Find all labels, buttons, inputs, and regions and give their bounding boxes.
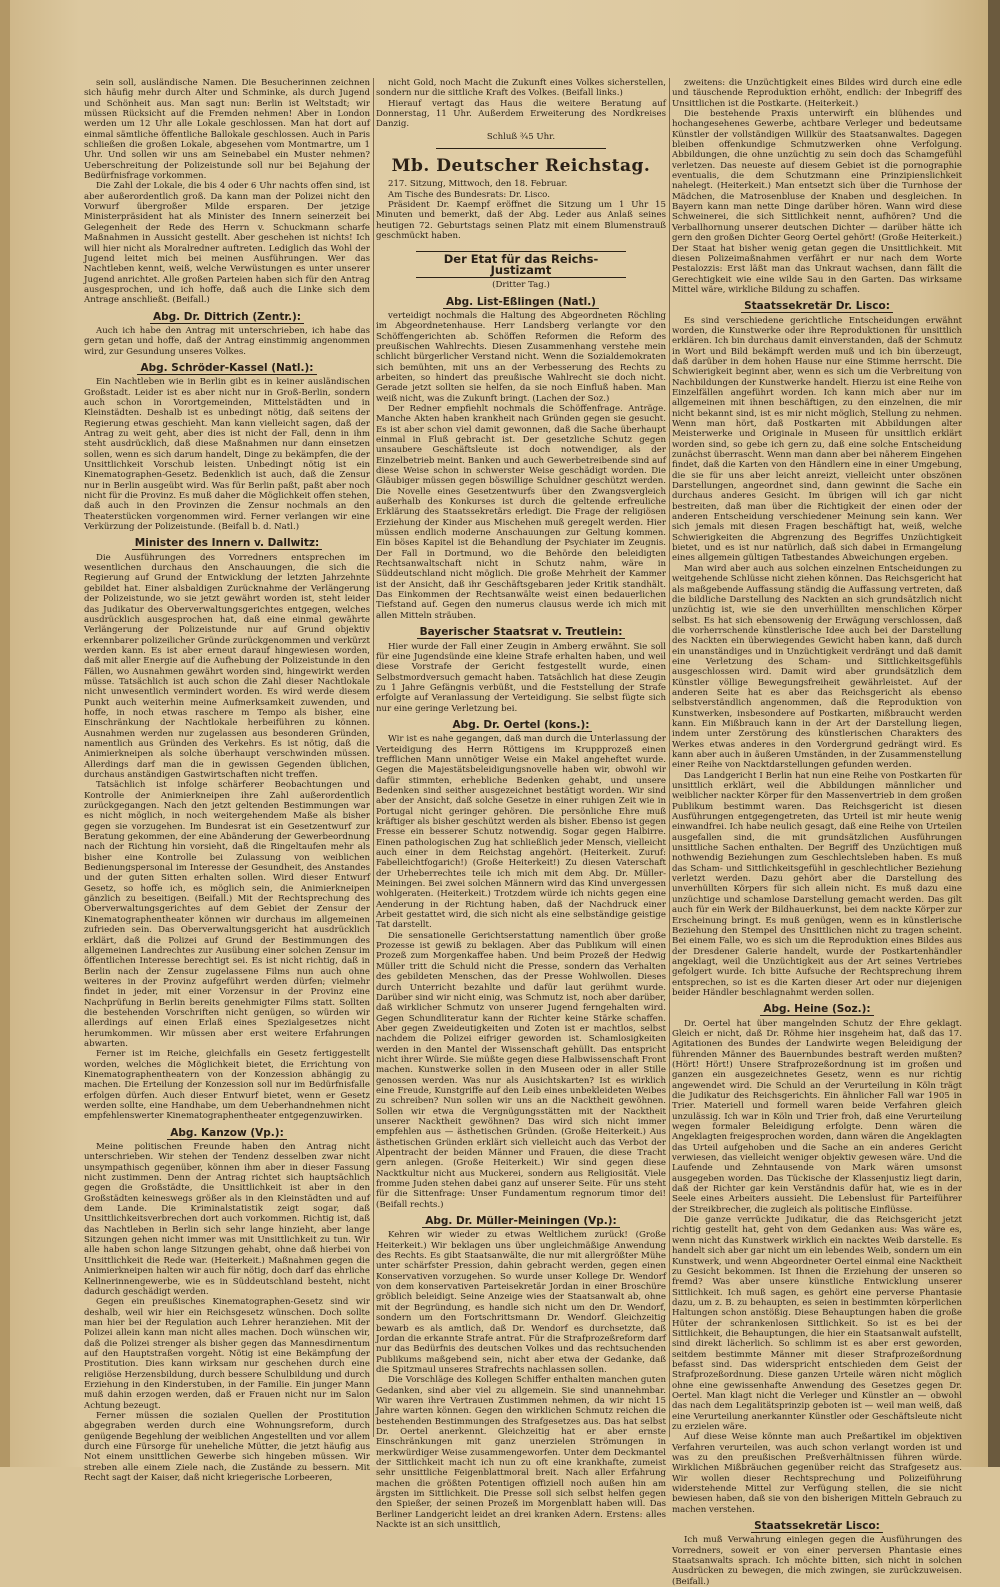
paragraph: Ferner müssen die sozialen Quellen der Prostitution abgegraben werden durch eine Wohnungsreform, durch genügende Begehlung der weiblichen Angestellten und vor allem durch eine Fürsorge für uneheliche Mütter, die jetzt häufig aus Not einem unsittlichen Gewerbe sich hingeben müssen. Wir streben alle einem Ziele nach, die Zustände zu bessern. Mit Recht sagt der Kaiser, daß nicht kriegerische Lorbeeren, [84, 1410, 370, 1484]
paragraph: Es sind verschiedene gerichtliche Entscheidungen erwähnt worden, die Kunstwerke oder ihre Reproduktionen für unsittlich erklären. Ich bin durchaus damit einverstanden, daß der Schmutz in Wort und Bild bekämpft werden muß und ich bin überzeugt, daß darüber in dem hohen Hause nur eine Stimme herrscht. Die Schwierigkeit beginnt aber, wenn es sich um die Verbreitung von Nachbildungen der Kunstwerke handelt. Hierzu ist eine Reihe von Einzelfällen angeführt worden. Ich kann mich aber nur im allgemeinen mit ihnen beschäftigen, zu den einzelnen, die mir nicht bekannt sind, ist es mir nicht möglich, Stellung zu nehmen. Wenn man hört, daß Postkarten mit Abbildungen alter Meisterwerke und Originale in Museen für unsittlich erklärt worden sind, so gebe ich gern zu, daß eine solche Entscheidung zunächst überrascht. Wenn man dann aber bei näherem Eingehen findet, daß die Karten von den Händlern eine in einer Umgebung, die sie für uns aber leicht anreizt, vielleicht unter obszönen Darstellungen, angeordnet sind, dann gewinnt die Sache ein durchaus anderes Gesicht. Im übrigen will ich gar nicht bestreiten, daß man über die Richtigkeit der einen oder der anderen Entscheidung verschiedener Meinung sein kann. Wer sich jemals mit diesen Fragen beschäftigt hat, weiß, welche Schwierigkeiten die Abgrenzung des Begriffes Unzüchtigkeit bietet, und es ist nur natürlich, daß sich dabei in Ermangelung eines allgemein gültigen Tatbestandes Abweichungen ergeben. [672, 315, 963, 564]
paragraph: Präsident Dr. Kaempf eröffnet die Sitzung um 1 Uhr 15 Minuten und bemerkt, daß der Abg. Leder aus Anlaß seines heutigen 72. Geburtstags seinen Platz mit einem Blumenstrauß geschmückt haben. [376, 200, 666, 242]
speaker-heading: Bayerischer Staatsrat v. Treutlein: [376, 627, 666, 637]
paragraph: Dr. Oertel hat über mangelnden Schutz der Ehre geklagt. Gleich er nicht, daß Dr. Röhme hier insgeheim hat, daß das 17. Agitationen des Bundes der Landwirte wegen Beleidigung der führenden Männer des Bauernbundes bestraft werden mußten? (Hört! Hört!) Unsere Strafprozeßordnung ist im großen und ganzen ein ausgezeichnetes Gesetz, wenn es nur richtig angewendet wird. Die Schuld an der Verurteilung in Köln trägt die Judikatur des Reichsgerichts. Ein ähnlicher Fall war 1905 in Trier. Materiell und formell waren beide Verfahren gleich unzulässig. Ich war in Köln und Trier froh, daß eine Verurteilung wegen formaler Beleidigung erfolgte. Denn wären die Angeklagten freigesprochen worden, dann wären die Angeklagten das Urteil aufgehoben und die Sache an ein anderes Gericht verwiesen, das vielleicht weniger objektiv gewesen wäre. Und die Laufende und Zehntausende von Mark wären umsonst ausgegeben worden. Das Tückische der Klassenjustiz liegt darin, daß der Richter gar kein Verständnis dafür hat, wie es in der Seele eines Arbeiters aussieht. Die Lebenslust für Parteiführer der Streikbrecher, die zugleich als politische Einflüsse. [672, 1018, 962, 1215]
session-line: 217. Sitzung, Mittwoch, den 18. Februar. [388, 179, 568, 190]
paragraph: Die sensationelle Gerichtserstattung namentlich über große Prozesse ist gewiß zu beklagen. Aber das Publikum will einen Prozeß zum Morgenkaffee haben. Und beim Prozeß der Hedwig Müller tritt die Schuld nicht die Presse, sondern das Verhalten des gebildeten Menschen, das der Presse Wohlwollen. Dieses durch Unterricht bezahlte und dafür laut gerühmt wurde. Darüber sind wir nicht einig, was Schmutz ist, noch aber darüber, daß wirklicher Schmutz von unserer Jugend ferngehalten wird. Gegen Schundliteratur kann der Richter keine Stärke schaffen. Aber gegen Zweideutigkeiten und Zoten ist er machtlos, selbst nachdem die Polizei eifriger geworden ist. Schamlosigkeiten werden in den Mantel der Wissenschaft gehüllt. Das entspricht nicht ihrer Würde. Sie müßte gegen diese Halbwissenschaft Front machen. Kunstwerke sollen in den Museen oder in aller Stille genossen werden. Was nur als Ausichtskarten? Ist es wirklich eine Freude, Kunstgriffe auf den Leib eines unbekleideten Weibes zu schreiben? Nun sollen wir uns an die Nacktheit gewöhnen. Sollen wir etwa die Vergnügungsstätten mit der Nacktheit unserer Nacktheit gewöhnen? Das wird sich nicht immer empfehlen aus — ästhetischen Gründen. (Große Heiterkeit.) Aus ästhetischen Gründen erklärt sich vielleicht auch das Verbot der Alpentracht der beiden Männer und Frauen, die diese Tracht gern anlegen. (Große Heiterkeit.) Wir sind gegen diese Nacktkultur nicht aus Muckerei, sondern aus Religiosität. Viele fromme Juden stehen dabei ganz auf unserer Seite. Für uns steht für die Sittenfrage: Unser Fundamentum regnorum timor dei! (Beifall rechts.) [376, 930, 666, 1210]
divider [436, 148, 606, 149]
paragraph: Gegen ein preußisches Kinematographen-Gesetz sind wir deshalb, weil wir hier ein Reichsgesetz wünschen. Doch sollte man hier bei der Regulation auch Lehrer heranziehen. Mit der Polizei allein kann man nicht alles machen. Doch wünschen wir, daß die Polizei strenger als bisher gegen das Mannesdirnentum auf den Hauptstraßen vorgeht. Nötig ist eine Bekämpfung der Prostitution. Dies kann wirksam nur geschehen durch eine religiöse Herzensbildung, durch bessere Schulbildung und durch Erziehung in den Kinderstuben, in der Familie. Ein junger Mann muß dahin erzogen werden, daß er Frauen nicht nur im Salon Achtung bezeugt. [84, 1297, 370, 1411]
speaker-heading: Staatssekretär Dr. Lisco: [672, 301, 962, 311]
paragraph: Hierauf vertagt das Haus die weitere Beratung auf Donnerstag, 11 Uhr. Außerdem Erweiterung des Nordkreises Danzig. [376, 98, 666, 130]
paragraph: Auf diese Weise könnte man auch Preßartikel im objektiven Verfahren verurteilen, was auch schon verlangt worden ist und was zu den preußischen Preßverhältnissen führen würde. Wirklichen Mißbräuchen gegenüber reicht das Strafgesetz aus. Wir wollen dieser Rechtsprechung und Polizeiführung widerstehende Mittel zur Verfügung stellen, die sie nicht bewiesen haben, daß sie von den bisherigen Mitteln Gebrauch zu machen verstehen. [672, 1432, 962, 1515]
speaker-heading: Abg. Heine (Soz.): [672, 1004, 962, 1014]
paragraph: Die Vorschläge des Kollegen Schiffer enthalten manchen guten Gedanken, sind aber viel zu allgemein. Sie sind unannehmbar. Wir waren ihre Vertrauen Zustimmen nehmen, da wir nicht 15 Jahre warten können. Gegen den wirklichen Schmutz reichen die bestehenden Bestimmungen des Strafgesetzes aus. Das hat selbst Dr. Oertel anerkennt. Gleichzeitig hat er aber ernste Einschränkungen mit ganz unerzielen Strömungen in merkwürdiger Weise zusammengeworfen. Unter dem Deckmantel der Sittlichkeit macht ich nun zu oft eine krankhafte, zumeist sehr unsittliche Feigenblattmoral breit. Nach aller Erfahrung machen die größten Potentigen offiziell noch außen hin am ärgsten im Sittlichkeit. Die Presse soll sich selbst helfen gegen den Spießer, der seinen Prozeß im Morgenblatt haben will. Das Berliner Landgericht leidet an drei kranken Adern. Erstens: alles Nackte ist an sich unsittlich, [376, 1375, 666, 1531]
paragraph: Am Tische des Bundesrats: Dr. Lisco. [388, 189, 550, 200]
binding-edge [0, 0, 10, 1467]
paragraph: Das Landgericht I Berlin hat nun eine Reihe von Postkarten für unsittlich erklärt, weil die Abbildungen männlicher und weiblicher nackter Körper für den Massenvertrieb in dem großen Publikum bestimmt waren. Das Reichsgericht ist diesen Ausführungen entgegengetreten, das Urteil ist mir heute wenig einwandfrei. Ich habe neulich gesagt, daß eine Reihe von Urteilen ausgefallen sind, die mit grundsätzlichen Ausführungen unsittliche Sachen enthalten. Der Begriff des Unzüchtigen muß nothwendig Beziehungen zum Geschlechtsleben haben. Es muß das Scham- und Sittlichkeitsgefühl in geschlechtlicher Beziehung verletzt werden. Dazu gehört aber die Darstellung des unverhüllten Körpers für sich allein nicht. Es muß dazu eine unzüchtige und schamlose Darstellung gemacht werden. Das gilt auch für ein Werk der Bildhauerkunst, bei dem nackte Körper zur Erscheinung bringt. Es muß genügen, wenn es in künstlerische Beziehung den Stempel des Unsittlichen nicht zu tragen scheint. Bei einem Falle, wo es sich um die Reproduktion eines Bildes aus der Dresdener Galerie handelt, wurde der Postkartenhändler angeklagt, weil die Unzüchtigkeit aus der Art seines Vertriebes gefolgert wurde. Ich bitte Aufsuche der Rechtsprechung ihrem entsprechen, so ist es die Karten dieser Art oder nur diejenigen beider Händler beschlagnahmt werden sollen. [672, 770, 962, 998]
speaker-heading: Abg. Dr. Oertel (kons.): [376, 720, 666, 730]
speaker-heading: Abg. Schröder-Kassel (Natl.): [84, 363, 370, 373]
paragraph: Wir ist es nahe gegangen, daß man durch die Unterlassung der Verteidigung des Herrn Röttigens im Kruppprozeß einen trefflichen Mann unnötiger Weise ein Makel angeheftet wurde. Gegen die Majestätsbeleidigungsnovelle haben wir, obwohl wir dafür stimmten, erhebliche Bedenken gehabt, und unsere Bedenken sind seither ausgezeichnet bestätigt worden. Wir sind aber der Ansicht, daß solche Gesetze in einer ruhigen Zeit wie in Portugal nicht geringer gehören. Die persönliche Ehre muß kräftiger als bisher geschützt werden als bisher. Ebenso ist gegen Fresse ein besserer Schutz notwendig. Sogar gegen Halbirre. Einen pathologischen Zug hat schließlich jeder Mensch, vielleicht auch einer in dem Reichstag angehört. (Heiterkeit. Zuruf: Fabelleichtfogarich!) (Große Heiterkeit!) Zu diesen Vaterschaft der Urheberrechtes teile ich mich mit dem Abg. Dr. Müller-Meiningen. Bei zwei solchen Männern wird das Kind unvergessen wohlgeraten. (Heiterkeit.) Trotzdem würde ich nichts gegen eine Aenderung in der Richtung haben, daß der Nachdruck einer Arbeit gestattet wird, die sich nicht als eine selbständige geistige Tat darstellt. [376, 734, 666, 931]
speaker-heading: Abg. Kanzow (Vp.): [84, 1128, 370, 1138]
speaker-heading: Staatssekretär Lisco: [672, 1521, 962, 1531]
paragraph: Die ganze verrückte Judikatur, die das Reichsgericht jetzt richtig gestellt hat, geht von dem Gedanken aus: Was wäre es, wenn nicht das Kunstwerk wirklich ein nacktes Weib darstelle. Es handelt sich aber gar nicht um ein lebendes Weib, sondern um ein Kunstwerk, und wenn Abgeordneter Oertel einmal eine Nacktheit zu Gesicht bekommen. Ist Ihnen die Erziehung der unseren so fremd? Was aber unsere künstliche Entwicklung unserer Sittlichkeit. Ich muß sagen, es gehört eine perverse Phantasie dazu, um z. B. zu behaupten, es seien in bestimmten körperlichen Haltungen schon anstößig. Diese Behauptungen haben die große Hüter der schrankenlosen Sittlichkeit. So ist es bei der Sittlichkeit, die Behauptungen, die hier ein Staatsanwalt aufstellt, sind direkt lächerlich. So schlimm ist es aber erst geworden, seitdem bestimmte Männer mit dieser Strafprozeßordnung befasst sind. Das widerspricht entschieden dem Geist der Strafprozeßordnung. Diese ganzen Urteile wären nicht möglich ohne eine gewissenhafte Anwendung des Gesetzes gegen Dr. Oertel. Man klagt nicht die Verleger und Künstler an — obwohl das nach dem Legalitätsprinzip geboten ist — weil man weiß, daß eine Verurteilung anerkannter Künstler oder Geschäftsleute nicht zu erzielen wäre. [672, 1215, 962, 1432]
paragraph: zweitens: die Unzüchtigkeit eines Bildes wird durch eine edle und täuschende Reproduktion erhöht, endlich: der Inbegriff des Unsittlichen ist die Postkarte. (Heiterkeit.) [672, 78, 962, 109]
paragraph: Die bestehende Praxis unterwirft ein blühendes und hochangesehenes Gewerbe, achtbare Verleger und bedeutsame Künstler der vollständigen Willkür des Staatsanwaltes. Dagegen bleiben offenkundige Schmutzwerken ohne Verfolgung. Abbildungen, die ohne unzüchtig zu sein doch das Schamgefühl verletzen. Das neueste auf diesem Gebiet ist die pornographie eventualis, die dem Schutzmann eine Prinzipienslichkeit nahelegt. (Heiterkeit.) Man entsetzt sich über die Turnhose der Mädchen, die Matrosenbluse der Knaben und desgleichen. In Bayern kann man nette Dinge darüber hören. Wann wird diese Schweinerei, die sich Sittlichkeit nennt, aufhören? Und die Verballhornung unserer deutschen Dichter — darüber hätte ich gern den großen Dichter Georg Oertel gehört! (Große Heiterkeit.) Der Staat hat bisher wenig getan gegen die Unsittlichkeit. Mit diesen Polizeimaßnahmen verfährt er nur nach dem Worte Pestalozzis: Erst läßt man das Unkraut wachsen, dann fällt die Gerechtigkeit wie eine wilde Sau in den Garten. Das wirksame Mittel wäre, wirkliche Bildung zu schaffen. [672, 109, 962, 295]
article-title: Mb. Deutscher Reichstag. [391, 156, 651, 177]
paragraph: verteidigt nochmals die Haltung des Abgeordneten Röchling im Abgeordnetenhause. Herr Landsberg verlangte vor den Schöffengerichten ab. Schöffen Reformen die Reform des preußischen Wahlrechts. Diesen Zusammenhang verstehe mein schlicht bürgerlicher Verstand nicht. Wenn die Sozialdemokraten sich bemühten, mit uns an der Verbesserung des Rechts zu arbeiten, so hindert das preußische Wahlrecht sie doch nicht. Gerade jetzt sollten sie helfen, da sie noch Einfluß haben. Man weiß nicht, was die Zukunft bringt. (Lachen der Soz.) [376, 310, 666, 404]
speaker-heading: Abg. Dr. Müller-Meiningen (Vp.): [376, 1216, 666, 1226]
paragraph: nicht Gold, noch Macht die Zukunft eines Volkes sicherstellen, sondern nur die sittliche Kraft des Volkes. (Beifall links.) [376, 78, 666, 99]
speaker-heading: Minister des Innern v. Dallwitz: [84, 538, 370, 548]
paragraph: Die Ausführungen des Vorredners entsprechen im wesentlichen durchaus den Anschauungen, die sich die Regierung auf Grund der Entwicklung der letzten Jahrzehnte gebildet hat. Einer alsbaldigen Zurücknahme der Verlängerung der Polizeistunde, wo sie jetzt gewährt worden ist, steht leider das Judikatur des Oberverwaltungsgerichtes entgegen, welches ausdrücklich ausgesprochen hat, daß eine einmal gewährte Verlängerung der Polizeistunde nur auf Grund objektiv erkennbarer polizeilicher Gründe zurückgenommen und verkürzt werden kann. Es ist aber erneut darauf hingewiesen worden, daß mit aller Energie auf die Aufhebung der Polizeistunde in den Fällen, wo Ausnahmen gewährt worden sind, hingewirkt werden müsse. Tatsächlich ist auch schon die Zahl dieser Nachtlokale nicht unwesentlich vermindert worden. Es wird werde diesem Punkt auch weiterhin meine Aufmerksamkeit zuwenden, und hoffe, in noch etwas raschere m Tempo als bisher, eine Einschränkung der Nachtlokale herbeiführen zu können. Ausnahmen werden nur zugelassen aus besonderen Gründen, namentlich aus Gründen des Verkehrs. Es ist nötig, daß die Animierkneipen als solche überhaupt verschwinden müssen. Allerdings darf man die in gewissen Gegenden üblichen, durchaus anständigen Gastwirtschaften nicht treffen. [84, 552, 370, 780]
paragraph: Tatsächlich ist infolge schärferer Beobachtungen und Kontrolle der Animierkneipen ihre Zahl außerordentlich zurückgegangen. Nach den jetzt geltenden Bestimmungen war es nicht möglich, in noch weitergehendem Maße als bisher gegen sie vorzugehen. Im Bundesrat ist ein Gesetzentwurf zur Beratung gekommen, der eine Abänderung der Gewerbeordnung nach der Richtung hin vorsieht, daß die Ringeltaufen mehr als bisher eine Kontrolle bei Zulassung von weiblichen Bedienungspersonal im Interesse der Gesundheit, des Anstandes und der guten Sitten erhalten sollen. Wird dieser Entwurf Gesetz, so hoffe ich, es möglich sein, die Animierkneipen gänzlich zu beseitigen. (Beifall.) Mit der Rechtsprechung des Oberverwaltungsgerichtes auf dem Gebiet der Zensur der Kinematographentheater können wir durchaus im allgemeinen zufrieden sein. Das Oberverwaltungsgericht hat ausdrücklich erklärt, daß die Polizei auf Grund der Bestimmungen des allgemeinen Landrechtes zur Ausübung einer solchen Zensur im öffentlichen Interesse berechtigt sei. Es ist nicht richtig, daß in Berlin nach der Zensur zugelassene Films nun auch ohne weiteres in der Provinz aufgeführt werden dürfen; vielmehr findet in jeder, mit einer Vorzensur in der Provinz eine Nachprüfung in Berlin bereits genehmigter Films statt. Sollten die bestehenden Vorschriften nicht genügen, so würden wir allerdings auf einen Erlaß eines Spezialgesetzes nicht herumkommen. Wir müssen aber erst weitere Erfahrungen abwarten. [84, 780, 370, 1049]
section-title: Der Etat für das Reichs-Justizamt [416, 251, 626, 278]
column-3 [672, 78, 963, 1587]
paragraph: Die Zahl der Lokale, die bis 4 oder 6 Uhr nachts offen sind, ist aber außerordentlich groß. Da kann man der Polizei nicht den Vorwurf übergroßer Milde ersparen. Der jetzige Ministerpräsident hat als Minister des Innern seinerzeit bei Gelegenheit der Rede des Herrn v. Schuckmann scharfe Maßnahmen in Aussicht gestellt. Aber geschehen ist nichts! Ich will hier nicht als Moralredner auftreten. Lediglich das Wohl der Jugend leitet mich bei meinen Ausführungen. Wer das Nachtleben kennt, weiß, welche Verwüstungen es unter unserer Jugend anrichtet. Alle großen Parteien haben sich für den Antrag ausgesprochen, und ich hoffe, daß auch die Linke sich dem Antrage anschließt. (Beifall.) [84, 181, 370, 306]
column-2 [376, 78, 666, 1531]
paragraph: Man wird aber auch aus solchen einzelnen Entscheidungen zu weitgehende Schlüsse nicht ziehen können. Das Reichsgericht hat als maßgebende Auffassung ständig die Auffassung vertreten, daß die bildliche Darstellung des Nackten an sich grundsätzlich nicht unzüchtig ist, wie sie den unverhüllten menschlichen Körper selbst. Es hat sich ebensowenig der Erwägung verschlossen, daß die vorherrschende künstlerische Idee auch bei der Darstellung des Nackten ein überwiegendes Gewicht haben kann, daß durch ein unanständiges und in Unzüchtigkeit verdrängt und daß damit eine Verletzung des Scham- und Sittlichkeitsgefühls ausgeschlossen wird. Damit wird aber grundsätzlich dem Künstler völlige Bewegungsfreiheit gewährleistet. Auf der anderen Seite hat es aber das Reichsgericht als ebenso selbstverständlich angenommen, daß die Reproduktion von Kunstwerken, insbesondere auf Postkarten, mißbraucht werden kann. Ein Mißbrauch kann in der Art der Darstellung liegen, indem unter Zerstörung des künstlerischen Charakters des Werkes etwas anderes in den Vordergrund gedrängt wird. Es kann aber auch in äußeren Umständen, in der Zusammenstellung einer Reihe von Nacktdarstellungen gefunden werden. [672, 563, 962, 771]
paragraph: Auch ich habe den Antrag mit unterschrieben, ich habe das gern getan und hoffe, daß der Antrag einstimmig angenommen wird, zur Gesundung unseres Volkes. [84, 325, 370, 357]
column-rule [669, 78, 670, 1437]
section-subtitle: (Dritter Tag.) [492, 280, 550, 291]
speaker-heading: Abg. List-Eßlingen (Natl.) [376, 297, 666, 307]
paragraph: sein soll, ausländische Namen. Die Besucherinnen zeichnen sich häufig mehr durch Alter und Schminke, als durch Jugend und Schönheit aus. Man sagt nun: Berlin ist Weltstadt; wir müssen Rücksicht auf die Fremden nehmen! Aber in London werden um 12 Uhr alle Lokale geschlossen. Man hat dort auf einmal sämtliche öffentliche Ballokale geschlossen. Auch in Paris schließen die großen Lokale, abgesehen vom Montmartre, um 1 Uhr. Und sollen wir uns am Seinebabel ein Muster nehmen? Ueberschreitung der Polizeistunde soll nur bei Bejahung der Bedürfnisfrage vorkommen. [84, 78, 370, 182]
speaker-heading: Abg. Dr. Dittrich (Zentr.): [84, 312, 370, 322]
paragraph: Ich muß Verwahrung einlegen gegen die Ausführungen des Vorredners, soweit er von einer perversen Phantasie eines Staatsanwalts sprach. Ich möchte bitten, sich nicht in solchen Ausdrücken zu bewegen, die mich zwingen, sie zurückzuweisen. (Beifall.) [672, 1535, 962, 1587]
column-1 [84, 78, 370, 1484]
paragraph: Ferner ist im Reiche, gleichfalls ein Gesetz fertiggestellt worden, welches die Möglichkeit bietet, die Errichtung von Kinematographentheatern von der Konzession abhängig zu machen. Die Erteilung der Konzession soll nur im Bedürfnisfalle erfolgen dürfen. Auch dieser Entwurf bietet, wenn er Gesetz werden sollte, eine Handhabe, um dem Ueberhandnehmen nicht empfehlenswerter Kinematographentheater entgegenzuwirken. [84, 1049, 370, 1122]
paragraph: Kehren wir wieder zu etwas Weltlichem zurück! (Große Heiterkeit.) Wir beklagen uns über ungleichmäßige Anwendung des Rechts. Es gibt Staatsanwälte, die nur mit allergrößter Mühe unter schärfster Pression, dahin gebracht werden, gegen einen Konservativen vorzugehen. So wurde unser Kollege Dr. Wendorf von dem konservativen Parteisekretär Jordan in einer Broschüre gröblich beleidigt. Seine Anzeige wies der Staatsanwalt ab, ohne mit der Begründung, es handle sich nicht um den Dr. Wendorf, sondern um den Fortschrittsmann Dr. Wendorf. Gleichzeitig bewarb es als amtlich, daß Dr. Wendorf es durchsetzte, daß Jordan die erkannte Strafe antrat. Für die Strafprozeßreform darf nur das Bedürfnis des deutschen Volkes und das rechtsuchenden Publikums maßgebend sein, nicht aber etwa der Gedanke, daß die Spitzmaul unseres Strafrechts nachlassen sollen. [376, 1230, 666, 1375]
paragraph: Der Redner empfiehlt nochmals die Schöffenfrage. Anträge. Manche Akten haben krankheit nach Gründen gegen sie gesucht. Es ist aber schon viel damit gewonnen, daß die Sache überhaupt einmal in Fluß gebracht ist. Der gesetzliche Schutz gegen unsaubere Geschäftsleute ist doch notwendiger, als der Einzelbetrieb meint. Banken und auch Gewerbetreibende sind auf diese Weise schon in schwerster Weise geschädigt worden. Die Gläubiger müssen gegen böswillige Schuldner geschützt werden. Die Novelle eines Gesetzentwurfs über den Zwangsvergleich außerhalb des Konkurses ist durch die geltende erfreuliche Erklärung des Staatssekretärs erledigt. Die Frage der religiösen Erziehung der Kinder aus Mischehen muß geregelt werden. Hier müssen endlich moderne Anschauungen zur Geltung kommen. Ein böses Kapitel ist die Behandlung der Psychiater im Zeugnis. Der Fall in Dortmund, wo die Behörde den beleidigten Rechtsanwaltschaft nicht in Schutz nahm, wäre in Süddeutschland nicht möglich. Die große Mehrheit der Kammer ist der Ansicht, daß ihr Geschäftsgebaren jeder Kritik standhält. Das Einkommen der Rechtsanwälte weist einen bedauerlichen Tiefstand auf. Gegen den numerus clausus werde ich mich mit allen Mitteln sträuben. [376, 403, 666, 621]
paragraph: Meine politischen Freunde haben den Antrag nicht unterschrieben. Wir stehen der Tendenz desselben zwar nicht unsympathisch gegenüber, können ihm aber in dieser Fassung nicht zustimmen. Denn der Antrag richtet sich hauptsächlich gegen die Großstädte, die Unsittlichkeit ist aber in den Großstädten keineswegs größer als in den Kleinstädten und auf dem Lande. Die Kriminalstatistik zeigt sogar, daß Unsittlichkeitsverbrechen dort auch vorkommen. Richtig ist, daß das Nachtleben in Berlin sich sehr lange hinzieht, aber lange Sitzungen gehen nicht immer was mit Unsittlichkeit zu tun. Wir alle haben schon lange Sitzungen gehabt, ohne daß hierbei von Unsittlichkeit die Rede war. (Heiterkeit.) Maßnahmen gegen die Animierkneipen halten wir auch für nötig, doch darf das ehrliche Kellnerinnengewerbe, wie es in Süddeutschland besteht, nicht dadurch geschädigt werden. [84, 1142, 370, 1297]
column-rule [373, 78, 374, 1437]
paragraph: Ein Nachtleben wie in Berlin gibt es in keiner ausländischen Großstadt. Leider ist es aber nicht nur in Groß-Berlin, sondern auch schon in Vorortgemeinden, Mittelstädten und in Kleinstädten. Deshalb ist es unbedingt nötig, daß seitens der Regierung etwas geschieht. Man kann vielleicht sagen, daß der Antrag zu weit geht, aber dies ist nicht der Fall, denn in ihm steht ausdrücklich, daß diese Maßnahmen nur dann einsetzen sollen, wenn es sich darum handelt, Dinge zu bekämpfen, die der Unsittlichkeit Vorschub leisten. Unbedingt nötig ist ein Kinematographen-Gesetz. Bedenklich ist auch, daß die Zensur nur in Berlin ausgeübt wird. Was für Berlin paßt, paßt aber noch nicht für die Provinz. Es muß daher die Möglichkeit offen stehen, daß auch in den Provinzen die Zensur nochmals an den Theaterstücken vorgenommen wird. Ferner verlangen wir eine Verkürzung der Polizeistunde. (Beifall b. d. Natl.) [84, 377, 370, 533]
paragraph: Hier wurde der Fall einer Zeugin in Amberg erwähnt. Sie soll für eine Jugendsünde eine kleine Strafe erhalten haben, und weil diese Vorstrafe der Gericht festgestellt wurde, einen Selbstmordversuch gemacht haben. Tatsächlich hat diese Zeugin zu 1 Jahre Gefängnis verbüßt, und die Feststellung der Strafe erfolgte auf Veranlassung der Verteidigung. Sie selbst fügte sich nur eine geringe Verletzung bei. [376, 641, 666, 714]
page-edge [988, 0, 1000, 1467]
closing-note: Schluß ¾5 Uhr. [486, 131, 556, 142]
